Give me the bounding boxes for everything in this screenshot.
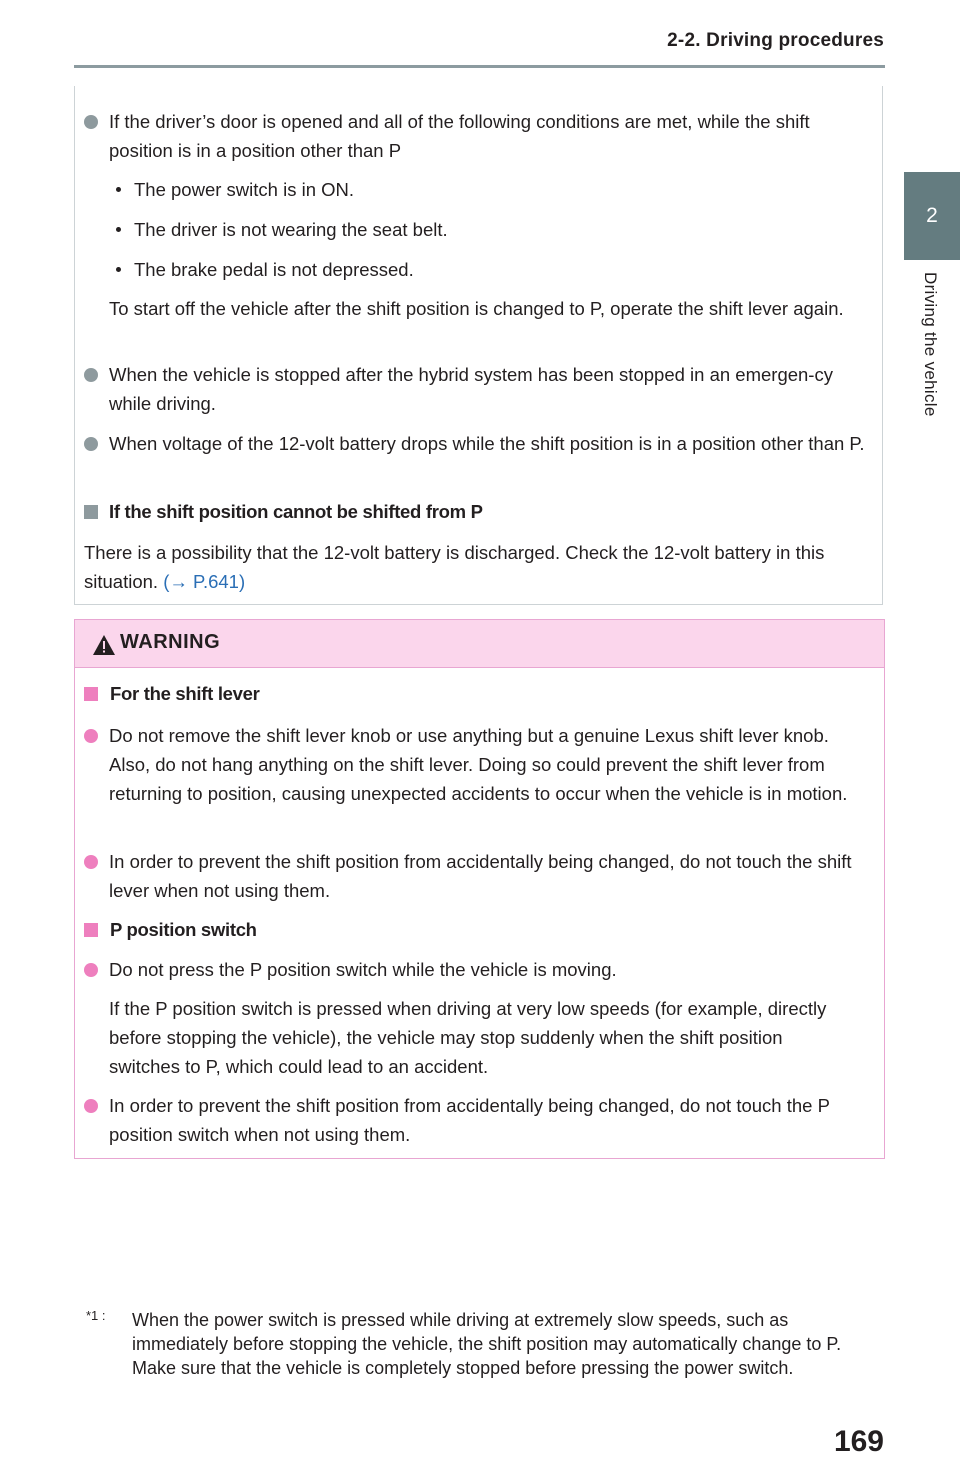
warning-heading-2: P position switch — [110, 919, 257, 940]
bullet-icon — [84, 437, 98, 451]
chapter-number: 2 — [926, 204, 938, 227]
sub-bullet-icon — [116, 227, 121, 232]
warning-triangle-icon — [92, 634, 116, 656]
warning-item-1: Do not remove the shift lever knob or use anything but a genuine Lexus shift lever knob. Also, do not hang anything on the shift lever. Doing so could prevent the shift lever from returning to position, causing unexpected accidents to occur when the vehicle is in motion. — [109, 725, 848, 804]
square-bullet-icon — [84, 505, 98, 519]
footnote-text: When the power switch is pressed while driving at extremely slow speeds, such as immediately before stopping the vehicle, the shift position may automatically change to P. Make sure that the vehicle is completely stopped before pressing the power switch. — [132, 1310, 842, 1378]
warning-heading-1: For the shift lever — [110, 683, 260, 704]
info-paragraph — [84, 538, 864, 596]
sub-bullet-icon — [116, 267, 121, 272]
warning-item-2: In order to prevent the shift position from accidentally being changed, do not touch the shift lever when not using them. — [109, 851, 852, 901]
info-item-3: When voltage of the 12-volt battery drops while the shift position is in a position other than P. — [109, 433, 865, 454]
info-item-1: If the driver’s door is opened and all of the following conditions are met, while the shift position is in a position other than P — [109, 111, 810, 161]
bullet-icon — [84, 855, 98, 869]
chapter-tab[interactable] — [904, 172, 960, 260]
chapter-label: Driving the vehicle — [921, 272, 940, 417]
warning-item-3: Do not press the P position switch while the vehicle is moving. — [109, 959, 617, 980]
footnote-mark: *1 : — [86, 1308, 106, 1323]
warning-box — [74, 619, 885, 1159]
bullet-icon — [84, 963, 98, 977]
square-bullet-icon — [84, 923, 98, 937]
bullet-icon — [84, 368, 98, 382]
square-bullet-icon — [84, 687, 98, 701]
page-number: 169 — [833, 1425, 884, 1458]
sub-item-2: The driver is not wearing the seat belt. — [134, 219, 448, 240]
sub-item-1: The power switch is in ON. — [134, 179, 355, 200]
info-item-2: When the vehicle is stopped after the hybrid system has been stopped in an emergen-cy while driving. — [109, 364, 833, 414]
warning-item-4: In order to prevent the shift position from accidentally being changed, do not touch the P position switch when not using them. — [109, 1095, 830, 1145]
sub-item-3: The brake pedal is not depressed. — [134, 259, 414, 280]
page-link[interactable]: (→ P.641) — [163, 571, 246, 592]
info-box — [74, 86, 883, 605]
bullet-icon — [84, 115, 98, 129]
info-heading: If the shift position cannot be shifted from P — [109, 501, 483, 522]
section-title: 2-2. Driving procedures — [667, 30, 884, 51]
warning-header — [75, 620, 884, 668]
warning-item-3-note: If the P position switch is pressed when driving at very low speeds (for example, directly before stopping the vehicle), the vehicle may stop suddenly when the shift position switches to P, which could lead to an accident. — [109, 998, 827, 1077]
info-paragraph-text: There is a possibility that the 12-volt battery is discharged. Check the 12-volt battery in this situation. — [84, 542, 825, 592]
header-rule — [74, 65, 885, 68]
sub-bullet-icon — [116, 187, 121, 192]
bullet-icon — [84, 1099, 98, 1113]
info-item-1-note: To start off the vehicle after the shift position is changed to P, operate the shift lever again. — [109, 298, 844, 319]
bullet-icon — [84, 729, 98, 743]
warning-title: WARNING — [120, 631, 221, 653]
